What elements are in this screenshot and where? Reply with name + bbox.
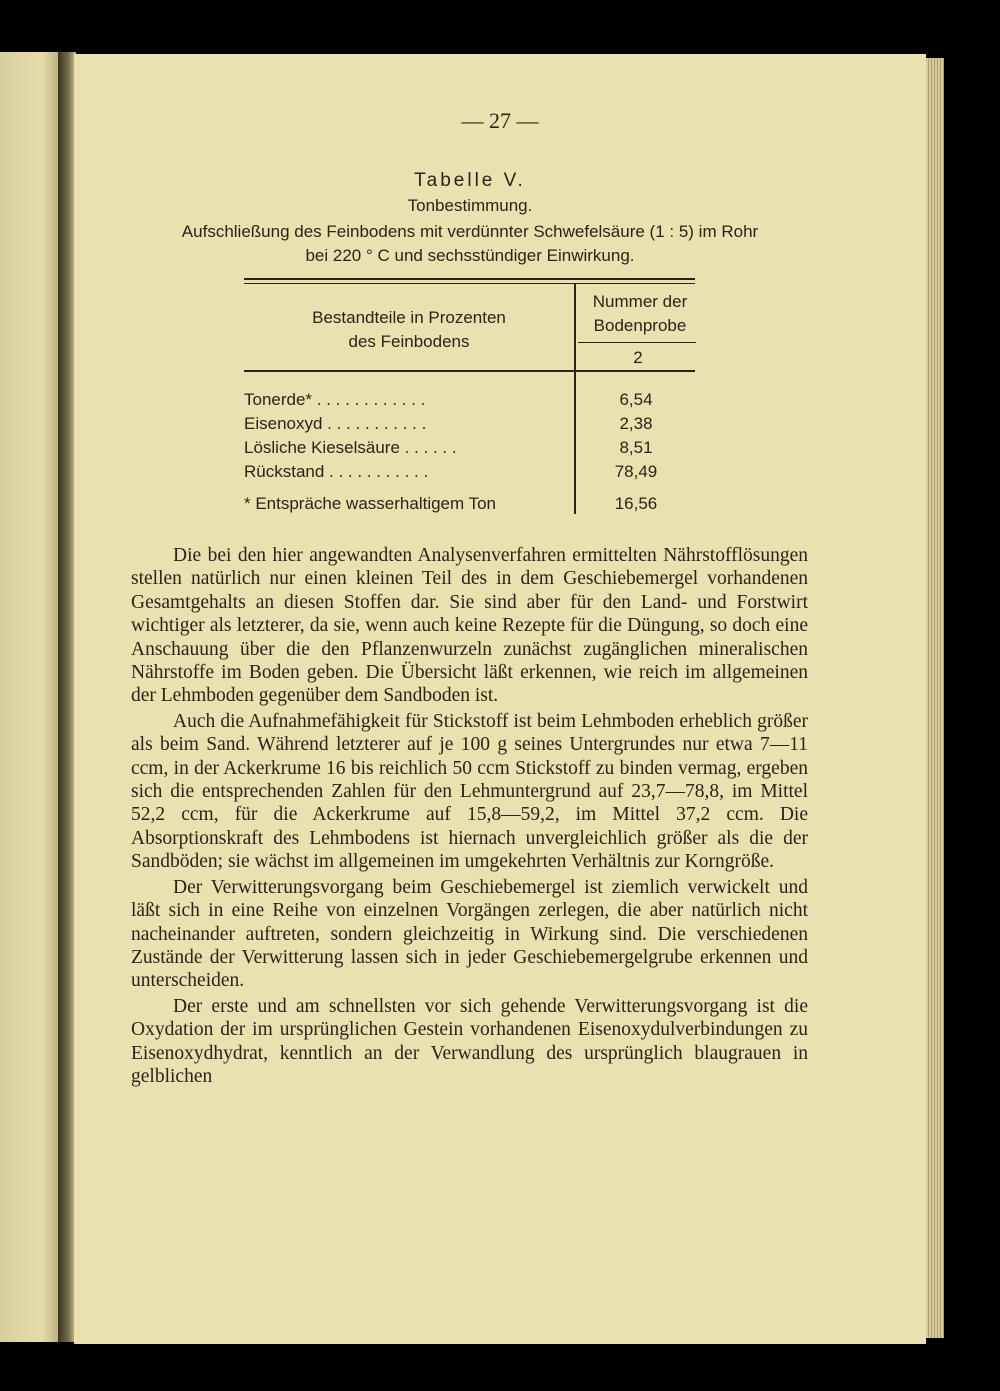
col2-header [576,290,704,338]
table-title: Tabelle V. [414,170,526,191]
row-value: 2,38 [619,414,653,433]
col1-header [244,306,574,354]
paragraph: Auch die Aufnahmefähigkeit für Stickstoff ist beim Lehmboden erheblich größer als beim Sand. Während letzterer auf je 100 g seines Untergrundes nur etwa 7—11 ccm, in der Ackerkrume 16 bis reichlich 50 ccm Stickstoff zu binden vermag, ergeben sich die entsprechenden Zahlen für den Lehmuntergrund auf 23,7—78,8, im Mittel 52,2 ccm, für die Ackerkrume auf 15,8—59,2, im Mittel 37,2 ccm. Die Absorptionskraft des Lehmbodens ist hiernach unvergleichlich größer als die der Sandböden; sie wächst im allgemeinen im umgekehrten Verhältnis zur Korngröße. [131,710,808,873]
footnote-value: 16,56 [614,494,658,513]
col1-header-line2: des Feinbodens [348,332,470,351]
header-bottom-rule [244,370,695,372]
facing-page-edge [0,52,60,1342]
row-label: Lösliche Kieselsäure . . . . . . [244,438,457,457]
paragraph: Der Verwitterungsvorgang beim Geschiebemergel ist ziemlich verwickelt und läßt sich in eine Reihe von einzelnen Vorgängen zerlegen, die aber natürlich nicht nacheinander auftreten, sondern gleichzeitig in Wirkung sind. Die verschiedenen Zustände der Verwitterung lassen sich in jeder Geschiebemergelgrube erkennen und unterscheiden. [131,876,808,992]
page-stack-edge [926,58,944,1338]
body-text [131,544,808,1088]
table-top-rule [244,278,695,280]
row-label: Tonerde* . . . . . . . . . . . . [244,390,426,409]
table-description-line1: Aufschließung des Feinbodens mit verdünnter Schwefelsäure (1 : 5) im Rohr [181,222,759,241]
col2-header-line1: Nummer der [592,292,688,311]
row-value: 8,51 [619,438,653,457]
table-description-line2: bei 220 ° C und sechsstündiger Einwirkung. [305,246,635,265]
col2-subheader-rule [578,342,696,343]
row-value: 78,49 [614,462,658,481]
col2-header-line2: Bodenprobe [593,316,687,335]
row-label: Eisenoxyd . . . . . . . . . . . [244,414,427,433]
table-top-rule-thin [244,283,695,284]
col2-subheader: 2 [633,348,643,367]
table-footnote: * Entspräche wasserhaltigem Ton [244,494,496,513]
paragraph: Der erste und am schnellsten vor sich gehende Verwitterungsvorgang ist die Oxydation der im ursprünglichen Gestein vorhandenen Eisenoxydulverbindungen zu Eisenoxydhydrat, kenntlich an der Verwandlung des ursprünglich blaugrauen in gelblichen [131,995,808,1087]
table-description [120,220,820,268]
table-subtitle: Tonbestimmung. [407,196,533,215]
paragraph: Die bei den hier angewandten Analysenverfahren ermittelten Nährstofflösungen stellen natürlich nur einen kleinen Teil des in dem Geschiebemergel vorhandenen Gesamtgehalts an diesen Stoffen dar. Sie sind aber für den Land- und Forstwirt wichtiger als letzterer, da sie, wenn auch keine Rezepte für die Düngung, so doch eine Anschauung über die den Pflanzenwurzeln zunächst zugänglichen mineralischen Nährstoffe im Boden geben. Die Übersicht läßt erkennen, wie reich im allgemeinen der Lehmboden gegenüber dem Sandboden ist. [131,545,808,707]
page-number: — 27 — [461,108,539,133]
row-label: Rückstand . . . . . . . . . . . [244,462,429,481]
col1-header-line1: Bestandteile in Prozenten [312,308,506,327]
row-value: 6,54 [619,390,653,409]
